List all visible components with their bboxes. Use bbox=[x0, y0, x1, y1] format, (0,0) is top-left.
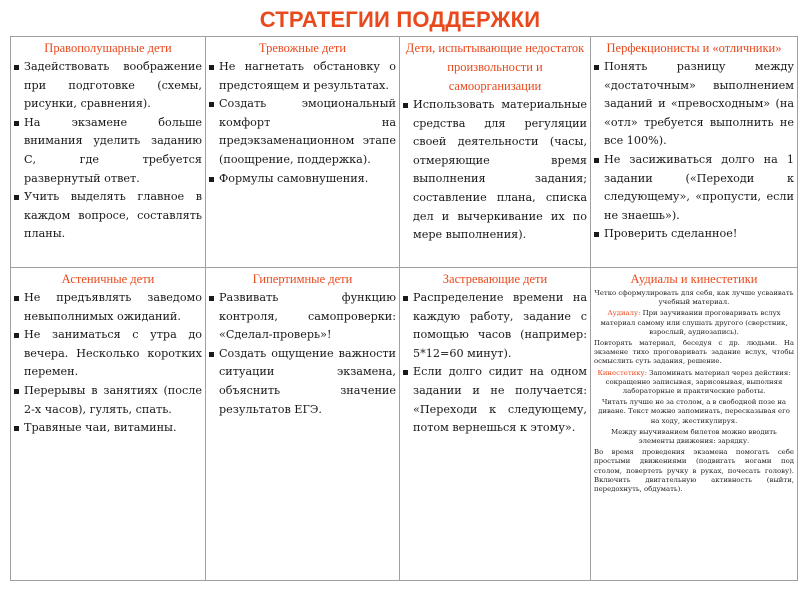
bullet-icon bbox=[14, 65, 19, 70]
table-row bbox=[11, 268, 798, 581]
list-item bbox=[594, 151, 794, 225]
list-item bbox=[14, 419, 202, 438]
page-title: СТРАТЕГИИ ПОДДЕРЖКИ bbox=[259, 7, 541, 32]
list-item-text: Перерывы в занятиях (после 2-х часов), гулять, спать. bbox=[24, 383, 202, 416]
bullet-icon bbox=[14, 333, 19, 338]
bullet-icon bbox=[209, 296, 214, 301]
cell-anxious bbox=[206, 37, 400, 268]
list-item bbox=[209, 289, 396, 345]
paragraph: Читать лучше не за столом, а в свободной позе на диване. Текст можно запоминать, пересказывая его на ходу, жестикулируя. bbox=[598, 398, 790, 425]
cell-header: Перфекционисты и «отличники» bbox=[606, 41, 782, 55]
list-item-text: Не нагнетать обстановку о предстоящем и результатах. bbox=[219, 60, 396, 92]
list-item-text: Создать ощущение важности ситуации экзамена, объяснить значение результатов ЕГЭ. bbox=[219, 346, 396, 416]
list-item-text: Понять разницу между «достаточным» выполнением заданий и «превосходным» (на «отл» требуется выполнить не все 100%). bbox=[604, 60, 794, 148]
paragraph bbox=[594, 309, 794, 337]
list-item bbox=[14, 58, 202, 114]
list-item bbox=[403, 289, 587, 363]
cell-audial-kinesthetic bbox=[591, 268, 798, 581]
list-item bbox=[403, 96, 587, 245]
list-item bbox=[14, 188, 202, 244]
cell-header: Застревающие дети bbox=[442, 272, 548, 286]
bullet-icon bbox=[14, 195, 19, 200]
cell-header: Астеничные дети bbox=[61, 272, 155, 286]
list-item bbox=[14, 326, 202, 382]
paragraph: Во время проведения экзамена помогать себе простыми движениями (подвигать ногами под столом, повертеть ручку в руках, почесать голову). Включить двигательную активность (выйти, передохнуть, обдумать). bbox=[594, 448, 794, 494]
cell-header: Дети, испытывающие недостаток произвольности и самоорганизации bbox=[405, 41, 585, 93]
bullet-icon bbox=[403, 370, 408, 375]
list-item-text: На экзамене больше внимания уделить заданию С, где требуется развернутый ответ. bbox=[24, 115, 202, 185]
bullet-icon bbox=[594, 65, 599, 70]
bullet-list bbox=[209, 58, 396, 188]
kinesthetic-label: Кинестетику: bbox=[597, 368, 647, 377]
list-item bbox=[594, 58, 794, 151]
bullet-icon bbox=[14, 296, 19, 301]
list-item-text: Проверить сделанное! bbox=[604, 227, 738, 241]
list-item bbox=[209, 58, 396, 95]
list-item bbox=[209, 345, 396, 419]
list-item-text: Если долго сидит на одном задании и не получается: «Переходи к следующему, потом вернешься к этому». bbox=[413, 365, 587, 435]
bullet-icon bbox=[403, 296, 408, 301]
paragraph-text: При заучивании проговаривать вслух материал самому или слушать другого (сверстник, взрослый, аудиозапись). bbox=[600, 309, 788, 336]
list-item bbox=[14, 382, 202, 419]
list-item-text: Создать эмоциональный комфорт на предэкзаменационном этапе (поощрение, поддержка). bbox=[219, 97, 396, 166]
cell-self-organization bbox=[400, 37, 591, 268]
list-item bbox=[14, 114, 202, 188]
list-item bbox=[594, 225, 794, 244]
list-item-text: Не засиживаться долго на 1 задании («Переходи к следующему», «пропусти, если не знаешь»). bbox=[604, 152, 794, 222]
list-item-text: Не предъявлять заведомо невыполнимых ожиданий. bbox=[24, 291, 202, 323]
table-row bbox=[11, 37, 798, 268]
bullet-list bbox=[209, 289, 396, 419]
bullet-list bbox=[403, 96, 587, 245]
cell-asthenic bbox=[11, 268, 206, 581]
bullet-list bbox=[14, 289, 202, 438]
list-item-text: Использовать материальные средства для регуляции своей деятельности (часы, отмеряющие время выполнения задания; составление плана, списка дел и вычеркивание их по мере выполнения). bbox=[413, 98, 587, 242]
bullet-list bbox=[594, 58, 794, 244]
bullet-list bbox=[403, 289, 587, 438]
list-item bbox=[403, 363, 587, 437]
list-item-text: Не заниматься с утра до вечера. Несколько коротких перемен. bbox=[24, 328, 202, 379]
list-item-text: Развивать функцию контроля, самопроверки: «Сделал-проверь»! bbox=[219, 291, 396, 342]
bullet-list bbox=[14, 58, 202, 244]
list-item bbox=[209, 170, 396, 189]
list-item-text: Распределение времени на каждую работу, задание с помощью часов (например: 5*12=60 минут). bbox=[413, 291, 587, 360]
bullet-icon bbox=[14, 426, 19, 431]
bullet-icon bbox=[14, 121, 19, 126]
cell-header: Гипертимные дети bbox=[252, 272, 353, 286]
bullet-icon bbox=[403, 103, 408, 108]
list-item-text: Травяные чаи, витамины. bbox=[24, 421, 177, 435]
paragraph bbox=[594, 369, 794, 397]
bullet-icon bbox=[209, 352, 214, 357]
cell-header: Тревожные дети bbox=[258, 41, 347, 55]
bullet-icon bbox=[209, 65, 214, 70]
paragraph-text: Запоминать материал через действия: сокращенно записывая, зарисовывая, выполняя лабораторные и практические работы. bbox=[605, 368, 791, 396]
list-item-text: Задействовать воображение при подготовке (схемы, рисунки, сравнения). bbox=[24, 60, 202, 111]
bullet-icon bbox=[594, 158, 599, 163]
list-item bbox=[14, 289, 202, 326]
paragraph: Между выучиванием билетов можно вводить элементы движения: зарядку. bbox=[611, 427, 777, 446]
paragraph: Четко сформулировать для себя, как лучше усваивать учебный материал. bbox=[594, 289, 794, 307]
cell-hyperthymic bbox=[206, 268, 400, 581]
list-item-text: Формулы самовнушения. bbox=[219, 171, 369, 185]
strategies-table bbox=[10, 36, 798, 581]
audial-label: Аудиалу: bbox=[607, 309, 641, 318]
cell-right-hemisphere bbox=[11, 37, 206, 268]
list-item-text: Учить выделять главное в каждом вопросе, составлять планы. bbox=[24, 190, 202, 241]
paragraph: Повторять материал, беседуя с др. людьми. На экзамене тихо проговаривать задание вслух, чтобы осмыслить суть задания, решение. bbox=[594, 339, 794, 366]
cell-perfectionists bbox=[591, 37, 798, 268]
bullet-icon bbox=[209, 102, 214, 107]
bullet-icon bbox=[14, 389, 19, 394]
cell-header: Аудиалы и кинестетики bbox=[630, 272, 758, 286]
list-item bbox=[209, 95, 396, 169]
cell-stuck bbox=[400, 268, 591, 581]
bullet-icon bbox=[209, 177, 214, 182]
bullet-icon bbox=[594, 232, 599, 237]
cell-header: Правополушарные дети bbox=[44, 41, 172, 55]
